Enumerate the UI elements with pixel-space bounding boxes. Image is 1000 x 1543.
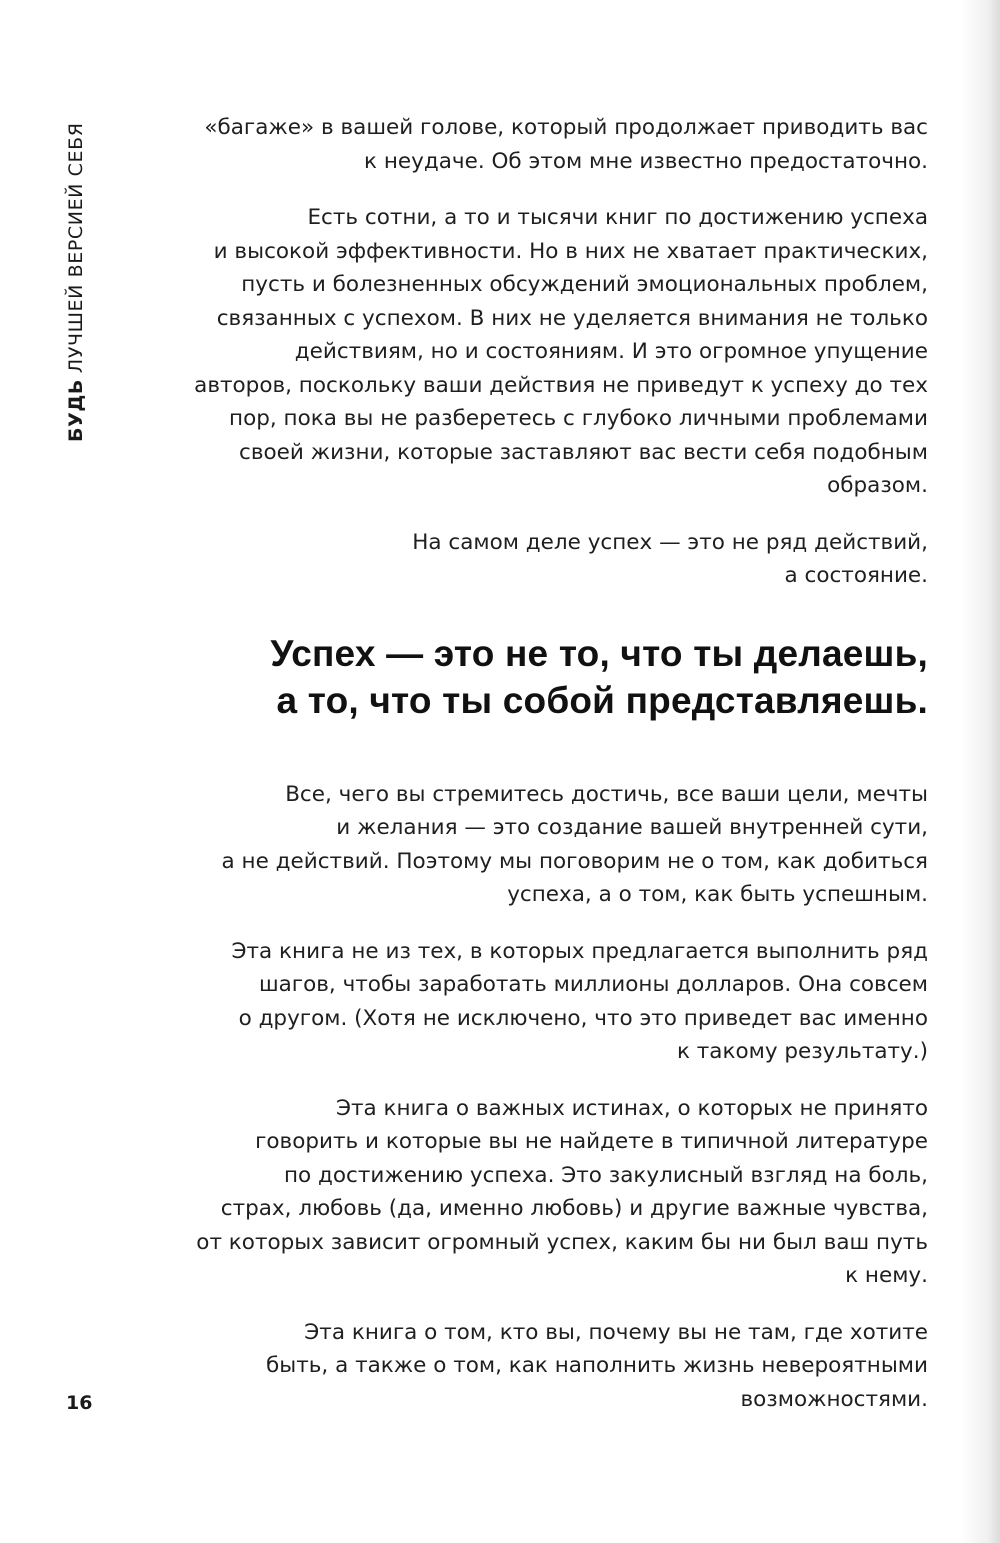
text-line: авторов, поскольку ваши действия не приведут к успеху до тех (194, 372, 928, 398)
text-line: о другом. (Хотя не исключено, что это приведет вас именно (238, 1005, 928, 1031)
pull-quote (150, 630, 928, 724)
text-line: а не действий. Поэтому мы поговорим не о том, как добиться (221, 848, 928, 874)
page-number: 16 (66, 1392, 93, 1414)
text-line: На самом деле успех — это не ряд действий, (412, 529, 928, 555)
pull-quote-line: Успех — это не то, что ты делаешь, (270, 632, 928, 674)
running-head-text (58, 122, 94, 442)
text-line: к неудаче. Об этом мне известно предостаточно. (364, 148, 928, 174)
text-line: Есть сотни, а то и тысячи книг по достижению успеха (307, 205, 928, 230)
text-line: страх, любовь (да, именно любовь) и другие важные чувства, (220, 1196, 928, 1221)
text-line: пусть и болезненных обсуждений эмоциональных проблем, (241, 272, 928, 297)
paragraph (150, 935, 928, 1069)
text-line: по достижению успеха. Это закулисный взгляд на боль, (283, 1162, 928, 1188)
body-text (150, 111, 928, 1439)
text-line: от которых зависит огромный успех, каким бы ни был ваш путь (196, 1229, 928, 1255)
text-line: и желания — это создание вашей внутренней сути, (336, 815, 928, 840)
text-line: «багаже» в вашей голове, который продолжает приводить вас (204, 115, 928, 140)
text-line: к такому результату.) (676, 1039, 928, 1064)
text-line: Все, чего вы стремитесь достичь, все ваши цели, мечты (285, 781, 928, 807)
pull-quote-line: а то, что ты собой представляешь. (276, 679, 928, 721)
text-line: Эта книга не из тех, в которых предлагается выполнить ряд (231, 938, 928, 964)
text-line: к нему. (845, 1263, 928, 1288)
text-line: возможностями. (740, 1386, 928, 1412)
running-head-regular: ЛУЧШЕЙ ВЕРСИЕЙ СЕБЯ (65, 122, 87, 374)
paragraph (150, 111, 928, 178)
running-head-bold: БУДЬ (65, 379, 87, 442)
text-line: шагов, чтобы заработать миллионы долларов. Она совсем (258, 972, 928, 997)
paragraph (150, 1092, 928, 1293)
text-line: Эта книга о важных истинах, о которых не принято (335, 1095, 928, 1121)
text-line: действиям, но и состояниям. И это огромное упущение (294, 339, 928, 364)
text-line: а состояние. (784, 563, 928, 588)
paragraph (150, 201, 928, 503)
paragraph (150, 1316, 928, 1417)
text-line: Эта книга о том, кто вы, почему вы не там, где хотите (304, 1319, 928, 1345)
text-line: пор, пока вы не разберетесь с глубоко личными проблемами (229, 406, 928, 431)
text-line: быть, а также о том, как наполнить жизнь невероятными (265, 1353, 928, 1378)
running-head (58, 102, 94, 442)
text-line: своей жизни, которые заставляют вас вести себя подобным (239, 439, 928, 465)
text-line: и высокой эффективности. Но в них не хватает практических, (213, 238, 928, 264)
paragraph (150, 526, 928, 593)
text-line: успеха, а о том, как быть успешным. (507, 882, 928, 907)
page-edge-shadow (960, 0, 1000, 1543)
text-line: связанных с успехом. В них не уделяется внимания не только (216, 305, 928, 331)
text-line: образом. (827, 473, 928, 498)
text-line: говорить и которые вы не найдете в типичной литературе (255, 1129, 928, 1154)
paragraph (150, 778, 928, 912)
